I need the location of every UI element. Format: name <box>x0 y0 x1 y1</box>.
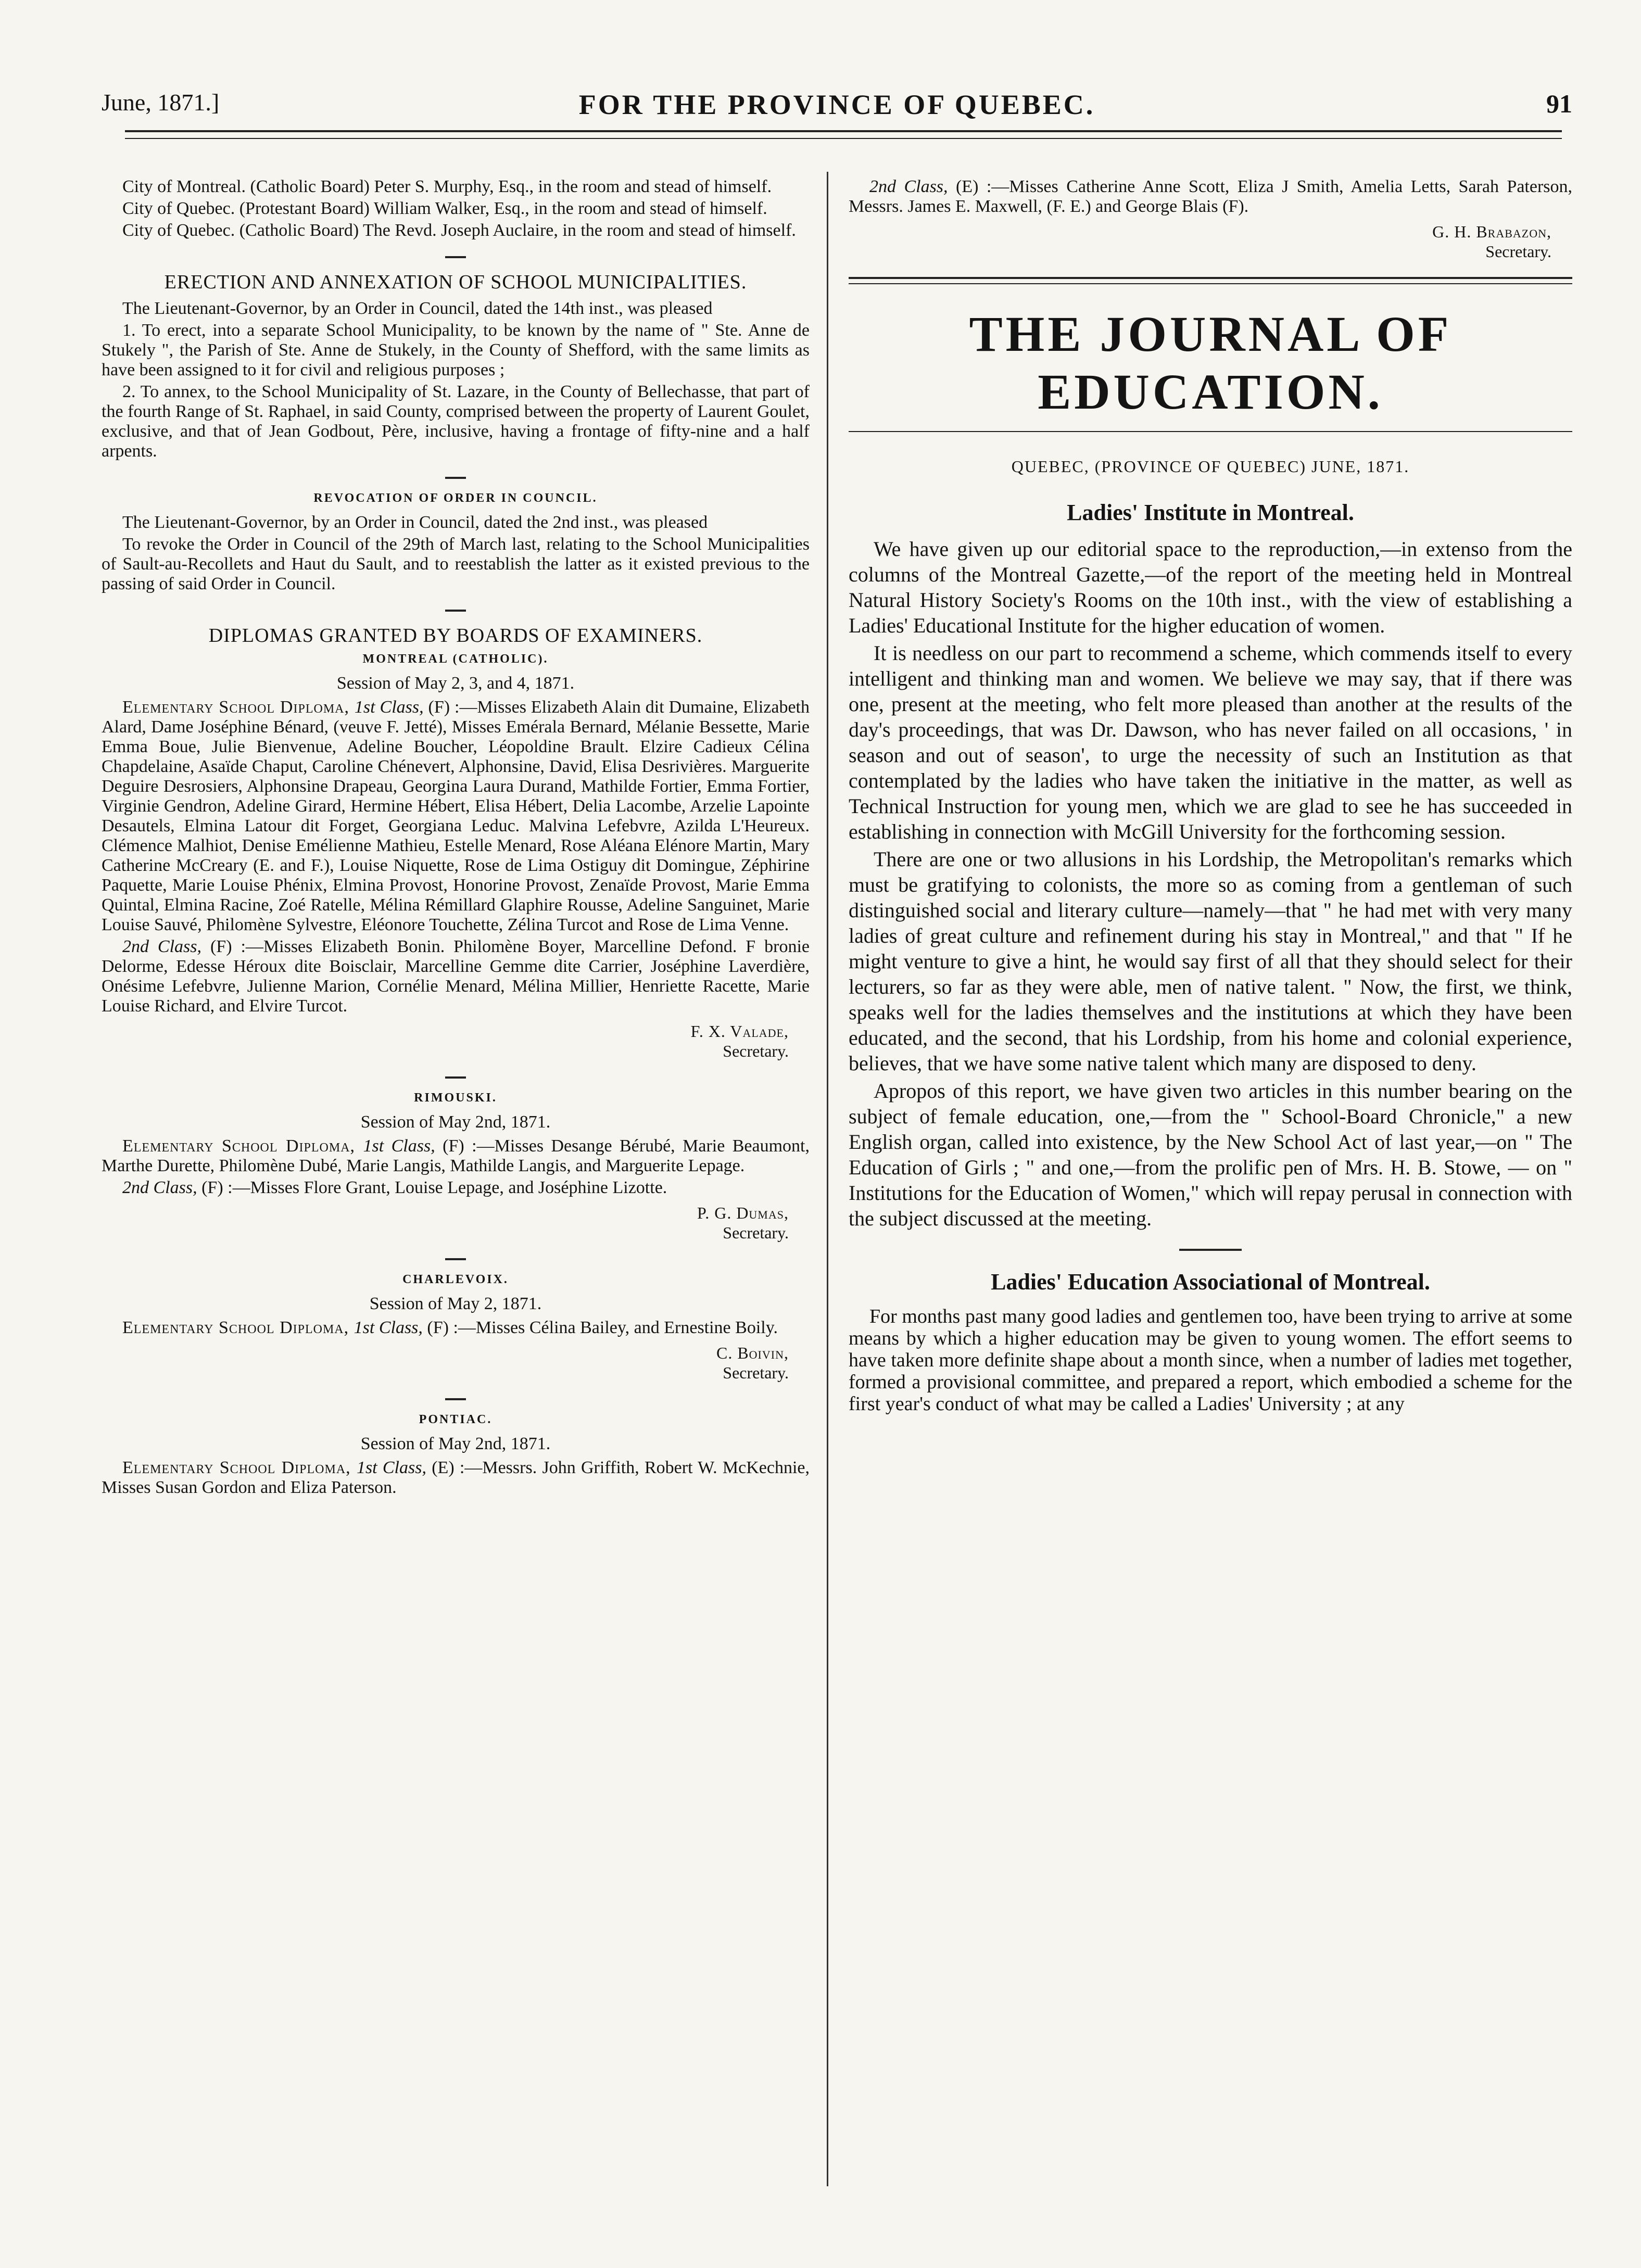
appointment-entry: City of Quebec. (Protestant Board) William Walker, Esq., in the room and stead of himself. <box>122 199 767 218</box>
journal-title: THE JOURNAL OF EDUCATION. <box>969 306 1452 420</box>
erection-paragraph: The Lieutenant-Governor, by an Order in Council, dated the 14th inst., was pleased <box>122 299 713 318</box>
header-date: June, 1871.] <box>102 89 220 116</box>
article-paragraph: Apropos of this report, we have given two articles in this number bearing on the subject of female education, one,—from the " School-Board Chronicle," a new English organ, called into existence, by the New School Act of last year,—on " The Education of Girls ; " and one,—from the prolific pen of Mrs. H. B. Stowe, — on " Institutions for the Education of Women," which will repay perusal in connection with the subject discussed at the meeting. <box>849 1079 1572 1230</box>
section-separator <box>445 610 466 612</box>
section-separator <box>445 256 466 258</box>
rimouski-second-class: 2nd Class, (F) :—Misses Flore Grant, Louise Lepage, and Joséphine Lizotte. <box>122 1178 667 1197</box>
montreal-signature: F. X. Valade, Secretary. <box>690 1022 789 1060</box>
article-paragraph: We have given up our editorial space to the reproduction,—in extenso from the columns of the Montreal Gazette,—of the report of the meeting held in Montreal Natural History Society's Rooms on the 10th inst., with the view of establishing a Ladies' Educational Institute for the higher education of women. <box>849 537 1572 637</box>
article-paragraph: For months past many good ladies and gentlemen too, have been trying to arrive at some means by which a higher education may be given to young women. The effort seems to have taken more definite shape about a month since, when a number of ladies met together, formed a provisional committee, and prepared a report, which embodied a scheme for the first year's conduct of what may be called a Ladies' University ; at any <box>849 1306 1572 1415</box>
right-column <box>849 177 1572 1417</box>
charlevoix-block <box>102 1273 810 1383</box>
article-ladies-institute <box>849 499 1572 1231</box>
article-title: Ladies' Institute in Montreal. <box>1067 500 1354 525</box>
montreal-place: MONTREAL (CATHOLIC). <box>362 652 549 666</box>
appointment-entry: City of Quebec. (Catholic Board) The Revd. Joseph Auclaire, in the room and stead of himself. <box>122 221 796 240</box>
header-title: FOR THE PROVINCE OF QUEBEC. <box>578 89 1095 120</box>
pontiac-block <box>102 1413 810 1498</box>
dateline: QUEBEC, (PROVINCE OF QUEBEC) JUNE, 1871. <box>1011 457 1410 476</box>
erection-section <box>102 271 810 461</box>
revocation-section <box>102 491 810 594</box>
running-header <box>102 88 1572 146</box>
rimouski-place: RIMOUSKI. <box>414 1091 497 1105</box>
pontiac-place: PONTIAC. <box>419 1413 493 1426</box>
diplomas-title: DIPLOMAS GRANTED BY BOARDS OF EXAMINERS. <box>208 625 703 647</box>
pontiac-second-class: 2nd Class, (E) :—Misses Catherine Anne Scott, Eliza J Smith, Amelia Letts, Sarah Paterson, Messrs. James E. Maxwell, (F. E.) and George Blais (F). <box>849 177 1573 216</box>
section-separator <box>445 1398 466 1400</box>
montreal-block <box>102 652 810 1061</box>
charlevoix-session: Session of May 2, 1871. <box>369 1294 542 1313</box>
revocation-paragraph: To revoke the Order in Council of the 29th of March last, relating to the School Municipalities of Sault-au-Recollets and Haut du Sault, and to reestablish the latter as it existed previous to the passing of said Order in Council. <box>102 535 810 593</box>
montreal-session: Session of May 2, 3, and 4, 1871. <box>336 674 575 693</box>
erection-paragraph: 1. To erect, into a separate School Municipality, to be known by the name of " Ste. Anne de Stukely ", the Parish of Ste. Anne de Stukely, in the County of Shefford, with the same limits as have been assigned to it for civil and religious purposes ; <box>102 321 810 379</box>
revocation-title: REVOCATION OF ORDER IN COUNCIL. <box>313 491 598 505</box>
rimouski-first-class: Elementary School Diploma, 1st Class, (F) :—Misses Desange Bérubé, Marie Beaumont, Marthe Durette, Philomène Dubé, Marie Langis, Mathilde Langis, and Marguerite Lepage. <box>102 1136 810 1175</box>
page-number: 91 <box>1546 89 1572 118</box>
montreal-second-class: 2nd Class, (F) :—Misses Elizabeth Bonin. Philomène Boyer, Marcelline Defond. F bronie Delorme, Edesse Héroux dite Boisclair, Marcelline Gemme dite Carrier, Joséphine Laverdière, Onésime Lefebvre, Julienne Marion, Cornélie Menard, Mélina Millier, Henriette Racette, Marie Louise Richard, and Elvire Turcot. <box>102 937 810 1016</box>
article-ladies-association <box>849 1269 1572 1415</box>
pontiac-first-class: Elementary School Diploma, 1st Class, (E) :—Messrs. John Griffith, Robert W. McKechnie, Misses Susan Gordon and Eliza Paterson. <box>102 1458 810 1497</box>
erection-title: ERECTION AND ANNEXATION OF SCHOOL MUNICIPALITIES. <box>164 271 747 293</box>
erection-paragraph: 2. To annex, to the School Municipality of St. Lazare, in the County of Bellechasse, that part of the fourth Range of St. Raphael, in said County, comprised between the property of Laurent Goulet, exclusive, and that of Jean Godbout, Père, inclusive, having a frontage of fifty-nine and a half arpents. <box>102 382 810 461</box>
masthead-rule-thin <box>849 283 1572 284</box>
diplomas-section <box>102 624 810 1498</box>
rimouski-block <box>102 1091 810 1243</box>
charlevoix-place: CHARLEVOIX. <box>402 1273 509 1286</box>
article-separator <box>1179 1249 1242 1251</box>
article-paragraph: There are one or two allusions in his Lordship, the Metropolitan's remarks which must be gratifying to colonists, the more so as coming from a gentleman of such distinguished social and literary culture—namely—that " he had met with very many ladies of great culture and refinement during his stay in Montreal," and that " If he might venture to give a hint, he would say first of all that they should select for their lecturers, so far as they were able, men of native talent. " Now, the first, we think, speaks well for the ladies themselves and the institutions at which they have been educated, and the second, that his Lordship, from his home and colonial experience, believes, that we have some native talent which many are disposed to deny. <box>849 847 1572 1075</box>
appointments-list <box>102 177 810 240</box>
rimouski-signature: P. G. Dumas, Secretary. <box>697 1203 789 1242</box>
section-separator <box>445 477 466 479</box>
masthead-rule <box>849 277 1572 279</box>
appointment-entry: City of Montreal. (Catholic Board) Peter S. Murphy, Esq., in the room and stead of himself. <box>122 177 772 196</box>
revocation-paragraph: The Lieutenant-Governor, by an Order in Council, dated the 2nd inst., was pleased <box>122 513 708 532</box>
pontiac-continued <box>849 177 1572 261</box>
charlevoix-first-class: Elementary School Diploma, 1st Class, (F) :—Misses Célina Bailey, and Ernestine Boily. <box>122 1318 778 1337</box>
pontiac-signature: G. H. Brabazon, Secretary. <box>1432 222 1551 261</box>
section-separator <box>445 1076 466 1079</box>
rimouski-session: Session of May 2nd, 1871. <box>360 1112 551 1132</box>
section-separator <box>445 1258 466 1260</box>
charlevoix-signature: C. Boivin, Secretary. <box>716 1344 789 1382</box>
article-title: Ladies' Education Associational of Montreal. <box>991 1269 1430 1295</box>
column-divider <box>827 172 828 2186</box>
left-column <box>102 177 810 1500</box>
masthead-rule-bottom <box>849 431 1572 432</box>
header-rule-thin <box>125 138 1562 139</box>
article-paragraph: It is needless on our part to recommend a scheme, which commends itself to every intelligent and thinking man and women. We believe we may say, that if there was one, present at the meeting, who felt more pleased than another at the results of the day's proceedings, that was Dr. Dawson, who has never failed on all occasions, ' in season and out of season', to urge the necessity of such an Institution as that contemplated by the ladies who have taken the initiative in the matter, as well as Technical Instruction for young men, which we are glad to see he has succeeded in establishing in connection with McGill University for the forthcoming session. <box>849 641 1572 843</box>
montreal-first-class: Elementary School Diploma, 1st Class, (F) :—Misses Elizabeth Alain dit Dumaine, Elizabeth Alard, Dame Joséphine Bénard, (veuve F. Jetté), Misses Emérala Bernard, Mélanie Bessette, Marie Emma Boue, Julie Bienvenue, Adeline Boucher, Léopoldine Brault. Elzire Cadieux Célina Chapdelaine, Asaïde Chaput, Caroline Chénevert, Alphonsine, David, Elisa Desrivières. Marguerite Deguire Desrosiers, Alphonsine Drapeau, Georgina Laura Durand, Mathilde Fortier, Emma Fortier, Virginie Gendron, Adeline Girard, Hermine Hébert, Elisa Hébert, Delia Lacombe, Arzelie Lapointe Desautels, Elmina Latour dit Forget, Georgiana Leduc. Malvina Lefebvre, Azilda L'Heureux. Clémence Malhiot, Denise Emélienne Mathieu, Estelle Menard, Rose Aléana Elénore Martin, Mary Catherine McCreary (E. and F.), Louise Niquette, Rose de Lima Ostiguy dit Domingue, Zéphirine Paquette, Marie Louise Phénix, Elmina Provost, Honorine Provost, Zenaïde Provost, Marie Emma Quintal, Elmina Racine, Zoé Ratelle, Mélina Rémillard Glaphire Rousse, Adeline Sanguinet, Marie Louise Sauvé, Philomène Sylvestre, Eléonore Touchette, Zélina Turcot and Rose de Lima Venne. <box>102 698 810 934</box>
header-rule <box>125 130 1562 132</box>
pontiac-session: Session of May 2nd, 1871. <box>360 1434 551 1453</box>
